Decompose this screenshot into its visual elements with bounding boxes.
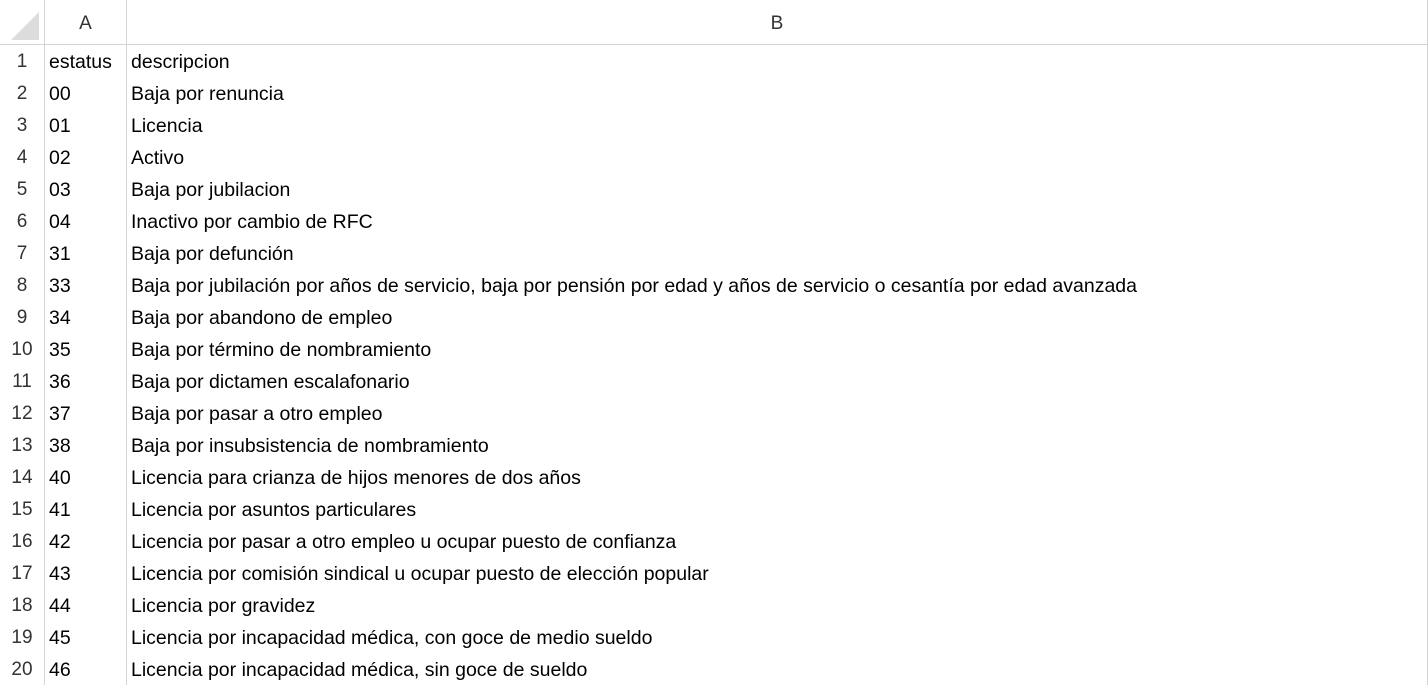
row-header[interactable]: 2 [0, 77, 45, 109]
table-row [0, 557, 1428, 589]
cell-b[interactable]: Baja por dictamen escalafonario [127, 365, 1428, 397]
column-header-a[interactable]: A [45, 0, 127, 45]
cell-b[interactable]: Baja por jubilacion [127, 173, 1428, 205]
cell-a[interactable]: estatus [45, 45, 127, 77]
cell-b[interactable]: Activo [127, 141, 1428, 173]
select-all-corner[interactable] [0, 0, 45, 45]
cell-a[interactable]: 01 [45, 109, 127, 141]
cell-b[interactable]: Licencia por comisión sindical u ocupar puesto de elección popular [127, 557, 1428, 589]
cell-b[interactable]: Licencia para crianza de hijos menores de dos años [127, 461, 1428, 493]
column-header-b[interactable]: B [127, 0, 1428, 45]
cell-a[interactable]: 38 [45, 429, 127, 461]
row-header[interactable]: 18 [0, 589, 45, 621]
cell-a[interactable]: 42 [45, 525, 127, 557]
cell-b[interactable]: Baja por renuncia [127, 77, 1428, 109]
row-header[interactable]: 8 [0, 269, 45, 301]
cell-a[interactable]: 44 [45, 589, 127, 621]
cell-a[interactable]: 02 [45, 141, 127, 173]
table-row [0, 109, 1428, 141]
table-row [0, 653, 1428, 685]
row-header[interactable]: 19 [0, 621, 45, 653]
table-row [0, 237, 1428, 269]
row-header[interactable]: 6 [0, 205, 45, 237]
cell-a[interactable]: 35 [45, 333, 127, 365]
cell-a[interactable]: 31 [45, 237, 127, 269]
table-row [0, 461, 1428, 493]
cell-a[interactable]: 45 [45, 621, 127, 653]
row-header[interactable]: 4 [0, 141, 45, 173]
table-row [0, 77, 1428, 109]
table-row [0, 493, 1428, 525]
table-row [0, 429, 1428, 461]
table-row [0, 269, 1428, 301]
cell-b[interactable]: Baja por pasar a otro empleo [127, 397, 1428, 429]
column-header-row [0, 0, 1428, 45]
cell-b[interactable]: Baja por término de nombramiento [127, 333, 1428, 365]
cell-b[interactable]: Baja por jubilación por años de servicio, baja por pensión por edad y años de servicio o cesantía por edad avanzada [127, 269, 1428, 301]
row-header[interactable]: 15 [0, 493, 45, 525]
row-header[interactable]: 14 [0, 461, 45, 493]
cell-a[interactable]: 43 [45, 557, 127, 589]
cell-b[interactable]: Inactivo por cambio de RFC [127, 205, 1428, 237]
row-header[interactable]: 20 [0, 653, 45, 685]
cell-b[interactable]: Licencia [127, 109, 1428, 141]
table-row [0, 397, 1428, 429]
row-header[interactable]: 10 [0, 333, 45, 365]
cell-a[interactable]: 33 [45, 269, 127, 301]
table-row [0, 365, 1428, 397]
table-row [0, 301, 1428, 333]
cell-a[interactable]: 41 [45, 493, 127, 525]
row-header[interactable]: 9 [0, 301, 45, 333]
row-header[interactable]: 12 [0, 397, 45, 429]
cell-b[interactable]: Licencia por pasar a otro empleo u ocupar puesto de confianza [127, 525, 1428, 557]
row-header[interactable]: 1 [0, 45, 45, 77]
row-header[interactable]: 3 [0, 109, 45, 141]
cell-b[interactable]: Licencia por incapacidad médica, sin goce de sueldo [127, 653, 1428, 685]
cell-b[interactable]: Licencia por incapacidad médica, con goce de medio sueldo [127, 621, 1428, 653]
cell-a[interactable]: 34 [45, 301, 127, 333]
row-header[interactable]: 16 [0, 525, 45, 557]
cell-b[interactable]: Licencia por asuntos particulares [127, 493, 1428, 525]
cell-b[interactable]: Baja por abandono de empleo [127, 301, 1428, 333]
row-header[interactable]: 11 [0, 365, 45, 397]
table-row [0, 141, 1428, 173]
table-row [0, 45, 1428, 77]
row-header[interactable]: 7 [0, 237, 45, 269]
cell-a[interactable]: 37 [45, 397, 127, 429]
grid-body [0, 45, 1428, 685]
table-row [0, 205, 1428, 237]
cell-a[interactable]: 40 [45, 461, 127, 493]
table-row [0, 621, 1428, 653]
table-row [0, 525, 1428, 557]
cell-b[interactable]: Baja por insubsistencia de nombramiento [127, 429, 1428, 461]
cell-a[interactable]: 00 [45, 77, 127, 109]
cell-a[interactable]: 36 [45, 365, 127, 397]
cell-b[interactable]: Licencia por gravidez [127, 589, 1428, 621]
cell-b[interactable]: Baja por defunción [127, 237, 1428, 269]
row-header[interactable]: 17 [0, 557, 45, 589]
table-row [0, 173, 1428, 205]
cell-a[interactable]: 03 [45, 173, 127, 205]
row-header[interactable]: 13 [0, 429, 45, 461]
select-all-triangle-icon [11, 12, 39, 40]
cell-a[interactable]: 04 [45, 205, 127, 237]
cell-b[interactable]: descripcion [127, 45, 1428, 77]
table-row [0, 589, 1428, 621]
table-row [0, 333, 1428, 365]
row-header[interactable]: 5 [0, 173, 45, 205]
cell-a[interactable]: 46 [45, 653, 127, 685]
